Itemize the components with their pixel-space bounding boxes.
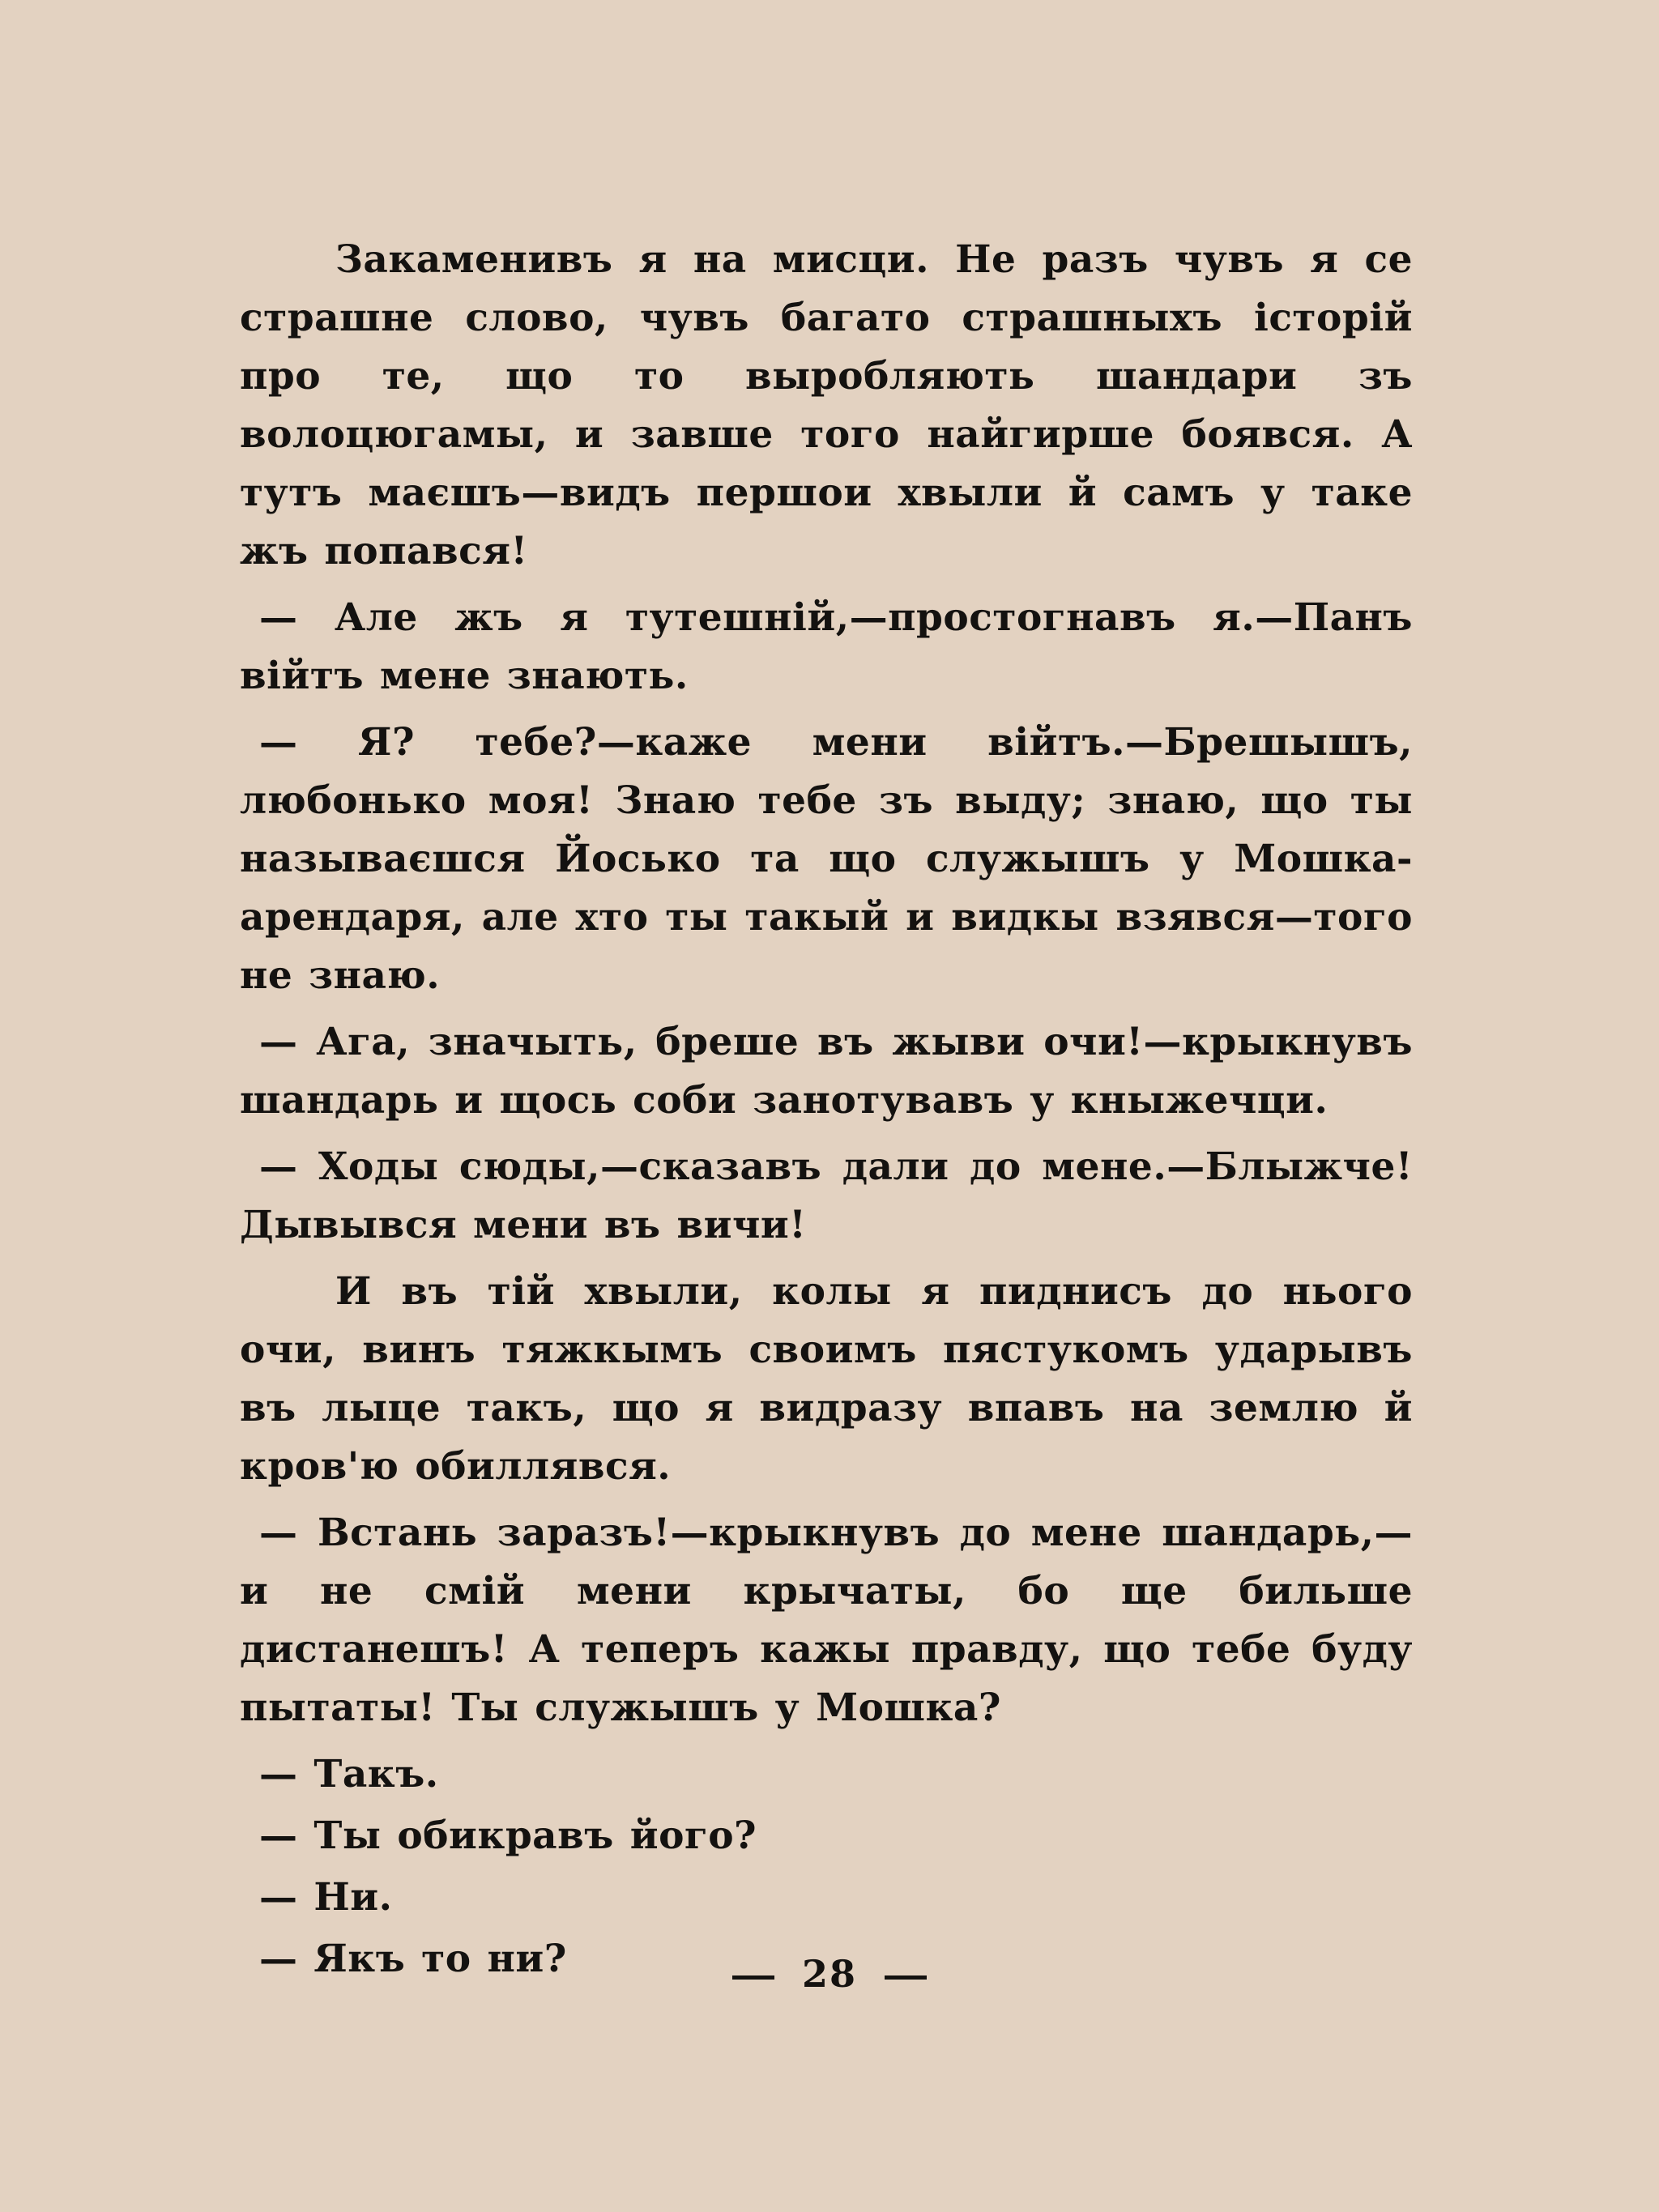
dialogue-line: — Встань заразъ!—крыкнувъ до мене шандарь,—и не смій мени крычаты, бо ще бильше дистанешъ! А теперъ кажы правду, що тебе буду пытаты! Ты служышъ у Мошка? [240, 1511, 1413, 1730]
dialogue-line: — Такъ. [259, 1752, 439, 1796]
page-number: 28 [801, 1952, 857, 1996]
paragraph: Закаменивъ я на мисци. Не разъ чувъ я се страшне слово, чувъ багато страшныхъ історій про те, що то выробляють шандари зъ волоцюгамы, и завше того найгирше боявся. А тутъ маєшъ—видъ першои хвыли й самъ у таке жъ попався! [240, 237, 1413, 573]
dialogue-line: — Якъ то ни? [259, 1937, 567, 1981]
dash-ornament-right [885, 1975, 927, 1980]
body-text [240, 231, 1413, 1992]
page-number-footer [0, 1952, 1659, 1996]
paragraph: И въ тій хвыли, колы я пиднисъ до нього очи, винъ тяжкымъ своимъ пястукомъ ударывъ въ лыце такъ, що я видразу впавъ на землю й кров'ю обиллявся. [240, 1269, 1413, 1489]
dialogue-line: — Ага, значыть, бреше въ жыви очи!—крыкнувъ шандарь и щось соби занотувавъ у кныжечци. [240, 1020, 1413, 1123]
dialogue-line: — Але жъ я тутешній,—простогнавъ я.—Панъ війтъ мене знають. [240, 595, 1413, 698]
dialogue-line: — Ходы сюды,—сказавъ дали до мене.—Блыжче! Дывывся мени въ вичи! [240, 1144, 1413, 1247]
dialogue-line: — Ты обикравъ його? [259, 1813, 757, 1858]
dialogue-line: — Я? тебе?—каже мени війтъ.—Брешышъ, любонько моя! Знаю тебе зъ выду; знаю, що ты называєшся Йосько та що служышъ у Мошка-арендаря, але хто ты такый и видкы взявся—того не знаю. [240, 720, 1413, 998]
dialogue-line: — Ни. [259, 1875, 393, 1920]
dash-ornament-left [732, 1975, 774, 1980]
